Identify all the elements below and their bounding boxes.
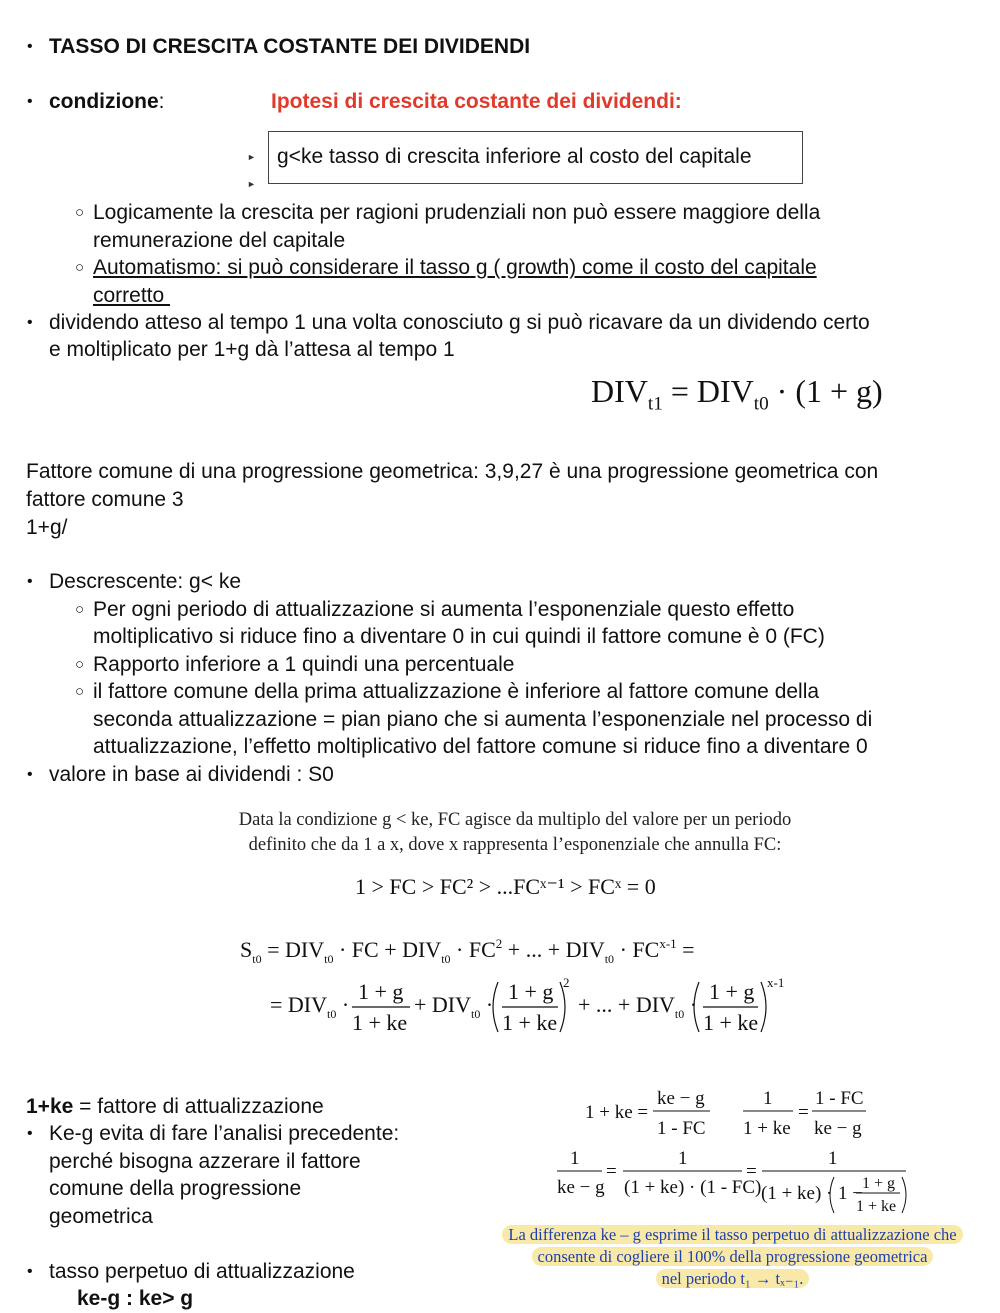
svg-text:1: 1 — [828, 1148, 838, 1169]
svg-text:1 - FC: 1 - FC — [815, 1088, 864, 1109]
svg-text:1 + ke: 1 + ke — [352, 1010, 408, 1035]
keg-text: Ke-g evita di fare l’analisi precedente: — [49, 1122, 400, 1145]
svg-text:= DIVt0 ·: = $DIV_{t0}$ · — [270, 992, 350, 1021]
svg-text:1: 1 — [570, 1148, 580, 1169]
sub-point: seconda attualizzazione = pian piano che si aumenta l’esponenziale nel processo di — [93, 708, 873, 731]
svg-text:x-1: x-1 — [767, 975, 785, 990]
sub-point: il fattore comune della prima attualizzazione è inferiore al fattore comune della — [93, 680, 820, 703]
dividend-text: e moltiplicato per 1+g dà l’attesa al tempo 1 — [49, 338, 455, 361]
svg-text:1: 1 — [763, 1088, 773, 1109]
svg-text:1 + g: 1 + g — [358, 979, 404, 1004]
svg-text:ke − g: ke − g — [657, 1088, 705, 1109]
svg-text:1 + ke: 1 + ke — [743, 1118, 791, 1139]
bullet: • — [27, 314, 33, 331]
svg-text:1 + g: 1 + g — [862, 1175, 896, 1192]
svg-text:1 - FC: 1 - FC — [657, 1118, 706, 1139]
sub-point: Rapporto inferiore a 1 quindi una percentuale — [93, 653, 515, 676]
sub-point: corretto — [93, 284, 171, 307]
svg-text:St0 = DIVt0 · FC + DIVt0 · FC2: $S_{t0} = DIV_{t0}$ · FC + $DIV_{t0} \cdot FC^2$ + ... + $DIV_{t0} \cdot FC^{x-1}$ = — [240, 936, 695, 966]
box-text: g<ke tasso di crescita inferiore al costo del capitale — [277, 145, 752, 168]
bullet: • — [27, 766, 33, 783]
discount-formulas — [550, 1080, 920, 1222]
keg-text: comune della progressione — [49, 1177, 302, 1200]
desc-heading: Descrescente: g< ke — [49, 570, 242, 593]
svg-text:1 + g: 1 + g — [508, 979, 554, 1004]
svg-text:ke − g: ke − g — [557, 1177, 605, 1198]
circle-bullet-icon: ○ — [75, 601, 85, 618]
dividend-text: dividendo atteso al tempo 1 una volta conosciuto g si può ricavare da un dividendo certo — [49, 311, 870, 334]
svg-text:1 + ke =: 1 + ke = — [585, 1102, 649, 1123]
ke-definition: 1+ke = fattore di attualizzazione — [26, 1095, 324, 1118]
circle-bullet-icon: ○ — [75, 683, 85, 700]
svg-text:1 −: 1 − — [838, 1183, 863, 1204]
sub-point: Automatismo: si può considerare il tasso g ( growth) come il costo del capitale — [93, 256, 817, 279]
circle-bullet-icon: ○ — [75, 259, 85, 276]
tasso-condition: ke-g : ke> g — [77, 1287, 194, 1310]
svg-text:1 + ke: 1 + ke — [856, 1198, 897, 1215]
bullet: • — [27, 1263, 33, 1280]
inequality: 1 > FC > FC² > ...FCˣ⁻¹ > FCˣ = 0 — [355, 874, 656, 899]
svg-text:=: = — [606, 1161, 617, 1182]
svg-text:1: 1 — [678, 1148, 688, 1169]
sub-point: attualizzazione, l’effetto moltiplicativo del fattore comune si riduce fino a diventare 0 — [93, 735, 868, 758]
svg-text:ke − g: ke − g — [814, 1118, 862, 1139]
svg-text:1 + ke: 1 + ke — [703, 1010, 759, 1035]
circle-bullet-icon: ○ — [75, 204, 85, 221]
sub-point: remunerazione del capitale — [93, 229, 346, 252]
svg-text:=: = — [746, 1161, 757, 1182]
keg-text: perché bisogna azzerare il fattore — [49, 1150, 361, 1173]
hypothesis-heading: Ipotesi di crescita costante dei dividendi: — [271, 90, 682, 113]
tasso-text: tasso perpetuo di attualizzazione — [49, 1260, 355, 1283]
circle-bullet-icon: ○ — [75, 656, 85, 673]
condition-label: condizione: — [49, 90, 165, 113]
bullet: • — [27, 38, 33, 55]
svg-text:1 + g: 1 + g — [709, 979, 755, 1004]
section-title: TASSO DI CRESCITA COSTANTE DEI DIVIDENDI — [49, 35, 531, 58]
fc-text: fattore comune 3 — [26, 488, 184, 511]
keg-text: geometrica — [49, 1205, 153, 1228]
svg-text:1 + ke: 1 + ke — [502, 1010, 558, 1035]
svg-text:(1 + ke) · (1 - FC): (1 + ke) · (1 - FC) — [624, 1177, 762, 1198]
bullet: • — [27, 573, 33, 590]
fc-text: 1+g/ — [26, 516, 68, 539]
svg-text:+ ... + DIVt0 ·: + ... + $DIV_{t0}$ · — [578, 992, 698, 1021]
bullet: • — [27, 93, 33, 110]
valore-text: valore in base ai dividendi : S0 — [49, 763, 334, 786]
svg-text:(1 + ke) ·: (1 + ke) · — [761, 1183, 833, 1204]
valuation-formula — [230, 930, 830, 1045]
dividend-formula: $DIV_{t1} = DIV_{t0} \cdot (1 + g)$ — [591, 373, 883, 415]
arrow-bullet-icon: ► — [247, 152, 256, 162]
highlighted-note: La differenza ke – g esprime il tasso perpetuo di attualizzazione che consente di cogliere il 100% della progressione geometrica nel periodo t₁ → tₓ₋₁. — [470, 1224, 995, 1290]
svg-text:=: = — [798, 1102, 809, 1123]
fc-text: Fattore comune di una progressione geometrica: 3,9,27 è una progressione geometrica con — [26, 460, 879, 483]
arrow-bullet-icon: ► — [247, 179, 256, 189]
bullet: • — [27, 1125, 33, 1142]
sub-point: Per ogni periodo di attualizzazione si aumenta l’esponenziale questo effetto — [93, 598, 795, 621]
svg-text:+ DIVt0 ·: + $DIV_{t0}$ · — [414, 992, 494, 1021]
sub-point: Logicamente la crescita per ragioni prudenziali non può essere maggiore della — [93, 201, 821, 224]
quote-block: Data la condizione g < ke, FC agisce da multiplo del valore per un periodo definito che da 1 a x, dove x rappresenta l’esponenziale che annulla FC: — [238, 810, 792, 855]
svg-text:2: 2 — [563, 975, 570, 990]
sub-point: moltiplicativo si riduce fino a diventare 0 in cui quindi il fattore comune è 0 (FC) — [93, 625, 825, 648]
